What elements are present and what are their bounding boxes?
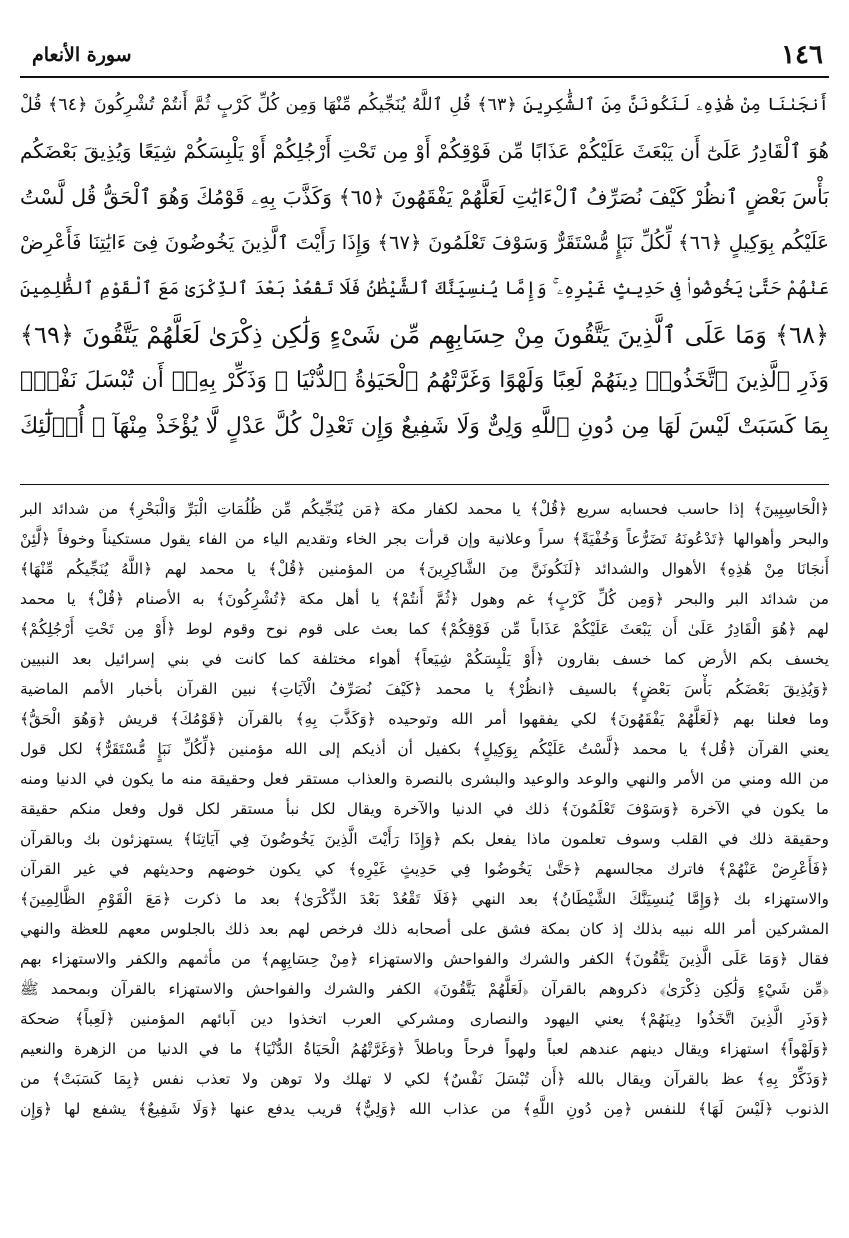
quran-line: عَلَيْكُم بِوَكِيلٍ ﴿٦٦﴾ لِّكُلِّ نَبَإٍ مُّسْتَقَرٌّ وَسَوْفَ تَعْلَمُونَ ﴿٦٧﴾ وَإِذَا رَأَيْتَ ٱلَّذِينَ يَخُوضُونَ فِىٓ ءَايَٰتِنَا فَأَعْرِضْ	[20, 231, 829, 254]
tafsir-line: وحقيقة ذلك في القلب وسوف تعلمون ماذا يفعل بكم ﴿وَإِذَا رَأَيْتَ الَّذِينَ يَخُوضُونَ فِي آيَاتِنَا﴾ يستهزئون بك وبالقرآن	[20, 830, 829, 848]
tafsir-line: ﴿وَلَهْواً﴾ استهزاء ويقال دينهم عندهم لعباً ولهواً فرحاً وباطلاً ﴿وَغَرَّتْهُمُ الْحَيَاةُ الدُّنْيَا﴾ ما في الدنيا من الزهرة والنعيم	[20, 1040, 829, 1058]
tafsir-line	[20, 1154, 829, 1184]
tafsir-line	[20, 1124, 829, 1154]
tafsir-line: ما يكون في الآخرة ﴿وَسَوْفَ تَعْلَمُونَ﴾ ذلك في الدنيا والآخرة ويقال لكل نبأ مستقر لكل قول وفعل منكم حقيقة	[20, 800, 829, 818]
tafsir-line: ﴿وَيُذِيقَ بَعْضَكُم بَأْسَ بَعْضٍ﴾ بالسيف ﴿انظُرْ﴾ يا محمد ﴿كَيْفَ نُصَرِّفُ الْآيَاتِ﴾ نبين القرآن بأخبار الأمم الماضية	[20, 680, 829, 698]
quran-line: بِمَا كَسَبَتْ لَيْسَ لَهَا مِن دُونِ ٱللَّهِ وَلِىٌّ وَلَا شَفِيعٌ وَإِن تَعْدِلْ كُلَّ عَدْلٍ لَّا يُؤْخَذْ مِنْهَآ ۗ أُو۟لَٰٓئِكَ	[20, 414, 829, 439]
page-header	[20, 38, 829, 74]
tafsir-line: فقال ﴿وَمَا عَلَى الَّذِينَ يَتَّقُونَ﴾ الكفر والشرك والفواحش والاستهزاء ﴿مِنْ حِسَابِهِم﴾ من مأثمهم والكفر والاستهزاء بهم	[20, 950, 829, 968]
quran-line: ﴿٦٨﴾ وَمَا عَلَى ٱلَّذِينَ يَتَّقُونَ مِنْ حِسَابِهِم مِّن شَىْءٍ وَلَٰكِن ذِكْرَىٰ لَعَلَّهُمْ يَتَّقُونَ ﴿٦٩﴾	[20, 321, 829, 349]
surah-name: سورة الأنعام	[32, 44, 132, 66]
quran-line: هُوَ ٱلْقَادِرُ عَلَىٰٓ أَن يَبْعَثَ عَلَيْكُمْ عَذَابًا مِّن فَوْقِكُمْ أَوْ مِن تَحْتِ أَرْجُلِكُمْ أَوْ يَلْبِسَكُمْ شِيَعًا وَيُذِيقَ بَعْضَكُم	[20, 139, 829, 163]
tafsir-text-block	[20, 494, 829, 1184]
tafsir-line: ﴿فَأَعْرِضْ عَنْهُمْ﴾ فاترك مجالسهم ﴿حَتَّىٰ يَخُوضُوا فِي حَدِيثٍ غَيْرِهِ﴾ كي يكون خوضهم وحديثهم في غير القرآن	[20, 860, 829, 878]
tafsir-line: والبحر وأهوالها ﴿تَدْعُونَهُ تَضَرُّعاً وَخُفْيَةً﴾ سراً وعلانية وإن قرأت بجر الخاء وتقديم الياء من الفاء يقول مستكيناً وخوفاً ﴿لَّئِنْ	[20, 530, 829, 548]
tafsir-line: يخسف بكم الأرض كما خسف بقارون ﴿أَوْ يَلْبِسَكُمْ شِيَعاً﴾ أهواء مختلفة كما كانت في بني إسرائيل بعد النبيين	[20, 650, 829, 668]
tafsir-line: ﴿وَذَكِّرْ بِهِ﴾ عظ بالقرآن ويقال بالله ﴿أَن تُبْسَلَ نَفْسٌ﴾ لكي لا تهلك ولا توهن ولا تعذب نفس ﴿بِمَا كَسَبَتْ﴾ من	[20, 1070, 829, 1088]
tafsir-line: ﴿مِّن شَيْءٍ وَلَٰكِن ذِكْرَىٰ﴾ ذكروهم بالقرآن ﴿لَعَلَّهُمْ يَتَّقُونَ﴾ الكفر والشرك والفواحش والاستهزاء بالقرآن وبمحمد ﷺ	[20, 980, 829, 998]
tafsir-line: من شدائد البر والبحر ﴿وَمِن كُلِّ كَرْبٍ﴾ غم وهول ﴿ثُمَّ أَنتُمْ﴾ يا أهل مكة ﴿تُشْرِكُونَ﴾ به الأصنام ﴿قُلْ﴾ يا محمد	[20, 590, 829, 608]
tafsir-line: المشركين أمر الله نبيه بذلك إذ كان بمكة فشق على أصحابه ذلك فرخص لهم بعد ذلك بالجلوس معهم للعظة والنهي	[20, 920, 829, 938]
quran-text-block	[20, 82, 829, 450]
section-divider	[20, 484, 829, 485]
tafsir-line: يعني القرآن ﴿قُل﴾ يا محمد ﴿لَّسْتُ عَلَيْكُم بِوَكِيلٍ﴾ بكفيل أن أذيكم إلى الله مؤمنين ﴿لِّكُلِّ نَبَإٍ مُّسْتَقَرٌّ﴾ لكل قول	[20, 740, 829, 758]
page	[20, 20, 829, 1220]
tafsir-line: من الله ومني من الأمر والنهي والوعد والوعيد والبشرى بالنصرة والعذاب مستقر فعل وحقيقة منه ما يكون في الدنيا ومنه	[20, 770, 829, 788]
tafsir-line: الذنوب ﴿لَيْسَ لَهَا﴾ للنفس ﴿مِن دُونِ اللَّهِ﴾ من عذاب الله ﴿وَلِيٌّ﴾ قريب يدفع عنها ﴿وَلَا شَفِيعٌ﴾ يشفع لها ﴿وَإِن	[20, 1100, 829, 1118]
quran-line: وَذَرِ ٱلَّذِينَ ٱتَّخَذُوا۟ دِينَهُمْ لَعِبًا وَلَهْوًا وَغَرَّتْهُمُ ٱلْحَيَوٰةُ ٱلدُّنْيَا ۚ وَذَكِّرْ بِهِۦٓ أَن تُبْسَلَ نَفْسٌۢ	[20, 368, 829, 393]
tafsir-line: والاستهزاء بك ﴿وَإِمَّا يُنسِيَنَّكَ الشَّيْطَانُ﴾ بعد النهي ﴿فَلَا تَقْعُدْ بَعْدَ الذِّكْرَىٰ﴾ بعد ما ذكرت ﴿مَعَ الْقَوْمِ الظَّالِمِينَ﴾	[20, 890, 829, 908]
quran-line: بَأْسَ بَعْضٍ ٱنظُرْ كَيْفَ نُصَرِّفُ ٱلْءَايَٰتِ لَعَلَّهُمْ يَفْقَهُونَ ﴿٦٥﴾ وَكَذَّبَ بِهِۦ قَوْمُكَ وَهُوَ ٱلْحَقُّ قُل لَّسْتُ	[20, 185, 829, 209]
tafsir-line: وما فعلنا بهم ﴿لَعَلَّهُمْ يَفْقَهُونَ﴾ لكي يفقهوا أمر الله وتوحيده ﴿وَكَذَّبَ بِهِ﴾ بالقرآن ﴿قَوْمُكَ﴾ قريش ﴿وَهُوَ الْحَقُّ﴾	[20, 710, 829, 728]
page-number: ١٤٦	[781, 40, 823, 70]
tafsir-line: ﴿وَذَرِ الَّذِينَ اتَّخَذُوا دِينَهُمْ﴾ يعني اليهود والنصارى ومشركي العرب اتخذوا دين آبائهم المؤمنين ﴿لَعِباً﴾ ضحكة	[20, 1010, 829, 1028]
tafsir-line: أَنجَانَا مِنْ هَٰذِهِ﴾ الأهوال والشدائد ﴿لَنَكُونَنَّ مِنَ الشَّاكِرِينَ﴾ من المؤمنين ﴿قُلْ﴾ يا محمد لهم ﴿اللَّهُ يُنَجِّيكُم مِّنْهَا﴾	[20, 560, 829, 578]
quran-line: أَنجَىٰنَا مِنْ هَٰذِهِۦ لَنَكُونَنَّ مِنَ ٱلشَّٰكِرِينَ ﴿٦٣﴾ قُلِ ٱللَّهُ يُنَجِّيكُم مِّنْهَا وَمِن كُلِّ كَرْبٍ ثُمَّ أَنتُمْ تُشْرِكُونَ ﴿٦٤﴾ قُلْ	[20, 95, 829, 115]
quran-line: عَنْهُمْ حَتَّىٰ يَخُوضُوا۟ فِى حَدِيثٍ غَيْرِهِۦ ۚ وَإِمَّا يُنسِيَنَّكَ ٱلشَّيْطَٰنُ فَلَا تَقْعُدْ بَعْدَ ٱلذِّكْرَىٰ مَعَ ٱلْقَوْمِ ٱلظَّٰلِمِينَ	[20, 278, 829, 299]
tafsir-line: لهم ﴿هُوَ الْقَادِرُ عَلَىٰ أَن يَبْعَثَ عَلَيْكُمْ عَذَاباً مِّن فَوْقِكُمْ﴾ كما بعث على قوم نوح وقوم لوط ﴿أَوْ مِن تَحْتِ أَرْجُلِكُمْ﴾	[20, 620, 829, 638]
tafsir-line: ﴿الْحَاسِبِينَ﴾ إذا حاسب فحسابه سريع ﴿قُلْ﴾ يا محمد لكفار مكة ﴿مَن يُنَجِّيكُم مِّن ظُلُمَاتِ الْبَرِّ وَالْبَحْرِ﴾ من شدائد البر	[20, 500, 829, 518]
header-rule	[20, 76, 829, 78]
